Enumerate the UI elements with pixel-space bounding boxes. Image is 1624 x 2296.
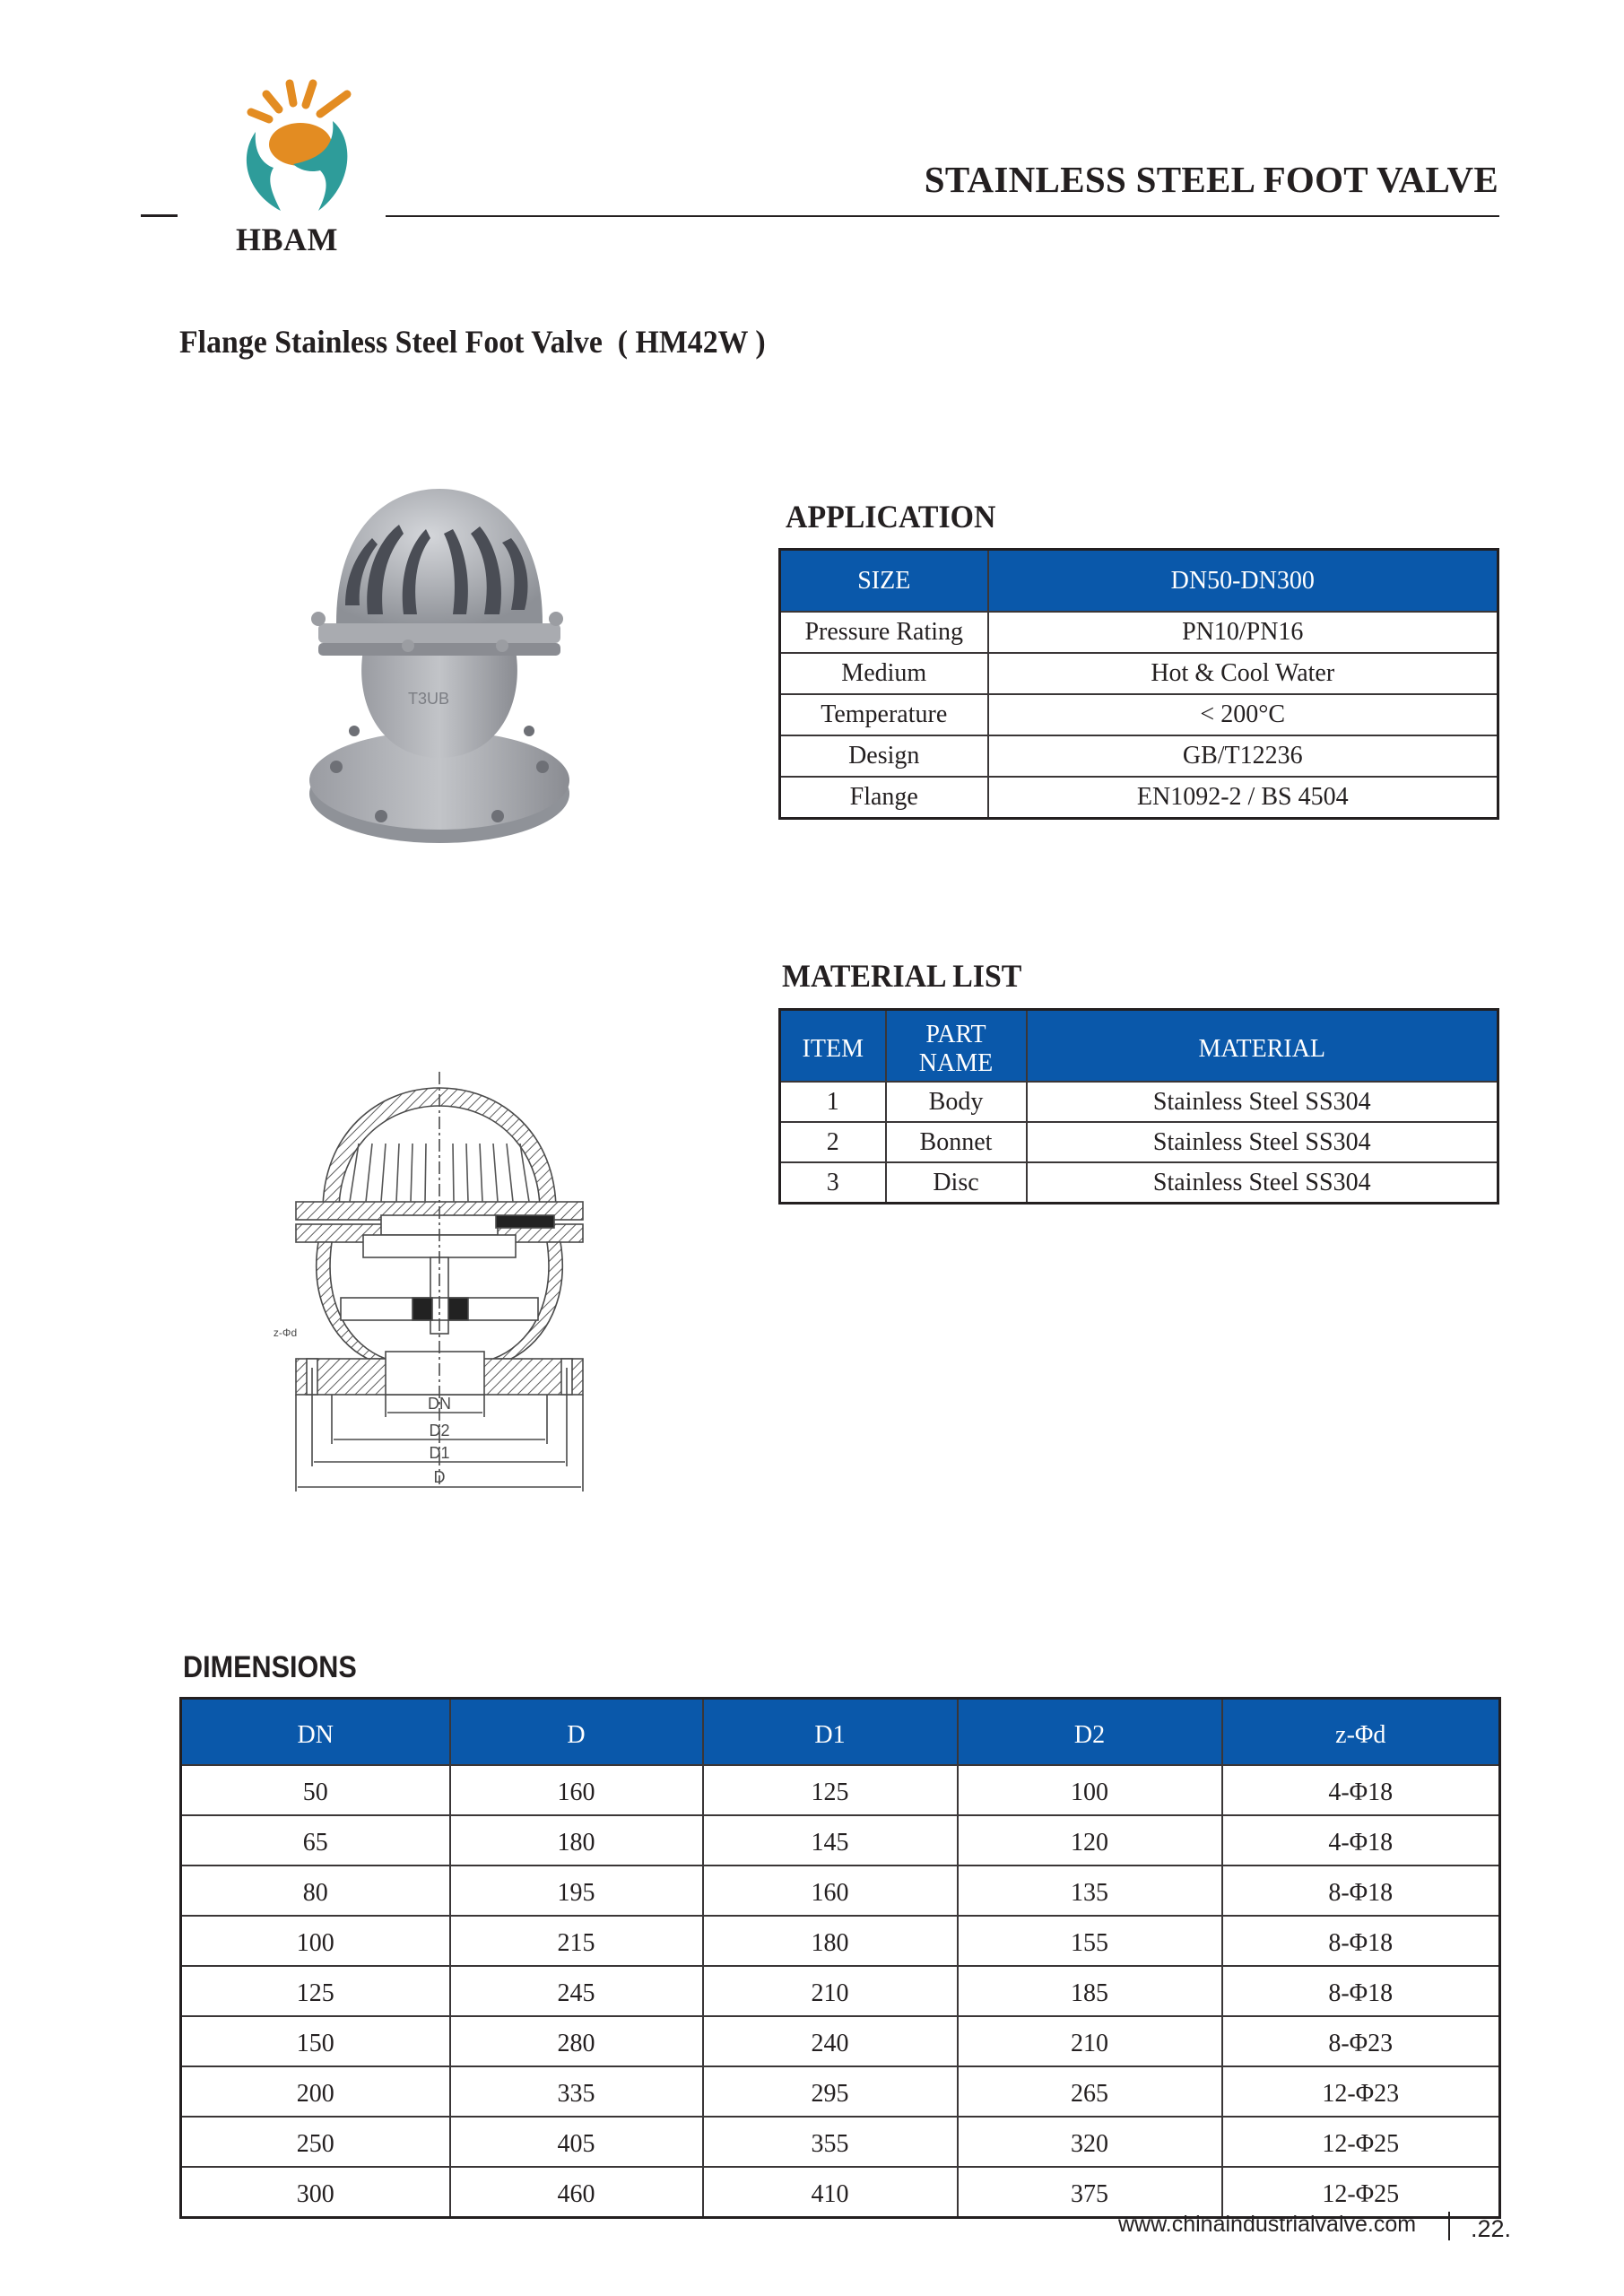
table-cell: 125 <box>703 1765 958 1815</box>
table-row <box>181 2066 1500 2117</box>
table-cell: 50 <box>181 1765 450 1815</box>
header-cell: z-Φd <box>1222 1699 1500 1766</box>
table-cell: 8-Φ18 <box>1222 1916 1500 1966</box>
row-value: PN10/PN16 <box>988 612 1498 653</box>
header-cell: D <box>450 1699 703 1766</box>
page-number: .22. <box>1471 2215 1512 2242</box>
header-cell: D1 <box>703 1699 958 1766</box>
website-link[interactable]: www.chinaindustrialvalve.com <box>1118 2212 1417 2237</box>
table-cell: 180 <box>703 1916 958 1966</box>
table-row <box>780 612 1498 653</box>
table-cell: 145 <box>703 1815 958 1866</box>
material-table <box>778 1008 1499 1205</box>
table-cell: 265 <box>958 2066 1222 2117</box>
table-row <box>181 1916 1500 1966</box>
table-cell: 150 <box>181 2016 450 2066</box>
table-cell: Stainless Steel SS304 <box>1027 1122 1498 1162</box>
table-cell: 215 <box>450 1916 703 1966</box>
row-label: Design <box>780 735 988 777</box>
application-heading: APPLICATION <box>786 499 996 535</box>
table-cell: 160 <box>450 1765 703 1815</box>
table-cell: 180 <box>450 1815 703 1866</box>
row-value: Hot & Cool Water <box>988 653 1498 694</box>
table-cell: 300 <box>181 2167 450 2218</box>
table-cell: 295 <box>703 2066 958 2117</box>
row-value: < 200°C <box>988 694 1498 735</box>
application-table <box>778 548 1499 820</box>
table-cell: 1 <box>780 1082 886 1122</box>
table-cell: 100 <box>958 1765 1222 1815</box>
table-row <box>181 1815 1500 1866</box>
table-row <box>181 1866 1500 1916</box>
header-cell: MATERIAL <box>1027 1010 1498 1083</box>
table-row <box>181 2117 1500 2167</box>
table-cell: 12-Φ25 <box>1222 2167 1500 2218</box>
table-row <box>780 653 1498 694</box>
table-cell: 155 <box>958 1916 1222 1966</box>
header-cell: ITEM <box>780 1010 886 1083</box>
header-cell: DN <box>181 1699 450 1766</box>
table-cell: 160 <box>703 1866 958 1916</box>
table-row <box>780 777 1498 819</box>
table-row <box>181 1966 1500 2016</box>
drawing-label-dn: DN <box>428 1395 451 1413</box>
table-cell: 80 <box>181 1866 450 1916</box>
table-row <box>780 1122 1498 1162</box>
svg-text:T3UB: T3UB <box>408 690 450 708</box>
footer-separator <box>1448 2212 1450 2240</box>
table-cell: 210 <box>703 1966 958 2016</box>
header-cell: DN50-DN300 <box>988 550 1498 613</box>
table-cell: 240 <box>703 2016 958 2066</box>
product-title: Flange Stainless Steel Foot Valve ( HM42W ) <box>179 324 766 360</box>
table-cell: 335 <box>450 2066 703 2117</box>
table-cell: 355 <box>703 2117 958 2167</box>
table-row <box>181 2016 1500 2066</box>
header-cell: SIZE <box>780 550 988 613</box>
drawing-label-d: D <box>433 1468 446 1486</box>
table-row <box>780 735 1498 777</box>
material-header-row <box>780 1010 1498 1083</box>
row-label: Pressure Rating <box>780 612 988 653</box>
table-cell: 320 <box>958 2117 1222 2167</box>
header-cell: PART NAME <box>886 1010 1027 1083</box>
dimensions-heading: DIMENSIONS <box>183 1650 357 1684</box>
row-label: Medium <box>780 653 988 694</box>
application-header-row <box>780 550 1498 613</box>
drawing-label-d1: D1 <box>429 1444 450 1462</box>
table-cell: 210 <box>958 2016 1222 2066</box>
page-title: STAINLESS STEEL FOOT VALVE <box>924 159 1498 200</box>
table-cell: 100 <box>181 1916 450 1966</box>
row-value: EN1092-2 / BS 4504 <box>988 777 1498 819</box>
table-cell: Stainless Steel SS304 <box>1027 1162 1498 1204</box>
drawing-label-zd: z-Φd <box>273 1326 298 1339</box>
table-row <box>181 1765 1500 1815</box>
table-cell: 200 <box>181 2066 450 2117</box>
table-cell: 250 <box>181 2117 450 2167</box>
table-cell: 12-Φ23 <box>1222 2066 1500 2117</box>
table-cell: 125 <box>181 1966 450 2016</box>
table-cell: 185 <box>958 1966 1222 2016</box>
material-list-heading: MATERIAL LIST <box>782 958 1022 994</box>
table-cell: 405 <box>450 2117 703 2167</box>
table-cell: 280 <box>450 2016 703 2066</box>
table-cell: 8-Φ18 <box>1222 1866 1500 1916</box>
table-cell: 375 <box>958 2167 1222 2218</box>
table-cell: 8-Φ23 <box>1222 2016 1500 2066</box>
foot-valve-photo-icon <box>282 471 596 848</box>
table-cell: 195 <box>450 1866 703 1916</box>
table-cell: 410 <box>703 2167 958 2218</box>
table-cell: 4-Φ18 <box>1222 1815 1500 1866</box>
drawing-label-d2: D2 <box>429 1422 450 1439</box>
table-cell: 120 <box>958 1815 1222 1866</box>
hbam-logo-icon <box>220 67 372 220</box>
table-row <box>780 1082 1498 1122</box>
header-rule-left <box>141 214 178 217</box>
table-cell: 245 <box>450 1966 703 2016</box>
table-cell: Disc <box>886 1162 1027 1204</box>
foot-valve-section-drawing-icon <box>260 1063 601 1498</box>
table-cell: Bonnet <box>886 1122 1027 1162</box>
dimensions-header-row <box>181 1699 1500 1766</box>
table-cell: 4-Φ18 <box>1222 1765 1500 1815</box>
dimensions-table <box>179 1697 1501 2219</box>
row-label: Temperature <box>780 694 988 735</box>
header-rule <box>386 215 1499 217</box>
table-cell: 460 <box>450 2167 703 2218</box>
table-cell: Body <box>886 1082 1027 1122</box>
table-cell: 2 <box>780 1122 886 1162</box>
table-row <box>780 694 1498 735</box>
table-cell: 65 <box>181 1815 450 1866</box>
table-cell: 12-Φ25 <box>1222 2117 1500 2167</box>
row-value: GB/T12236 <box>988 735 1498 777</box>
brand-name: HBAM <box>236 222 338 257</box>
table-cell: Stainless Steel SS304 <box>1027 1082 1498 1122</box>
table-row <box>181 2167 1500 2218</box>
table-cell: 8-Φ18 <box>1222 1966 1500 2016</box>
table-cell: 3 <box>780 1162 886 1204</box>
row-label: Flange <box>780 777 988 819</box>
table-row <box>780 1162 1498 1204</box>
table-cell: 135 <box>958 1866 1222 1916</box>
header-cell: D2 <box>958 1699 1222 1766</box>
